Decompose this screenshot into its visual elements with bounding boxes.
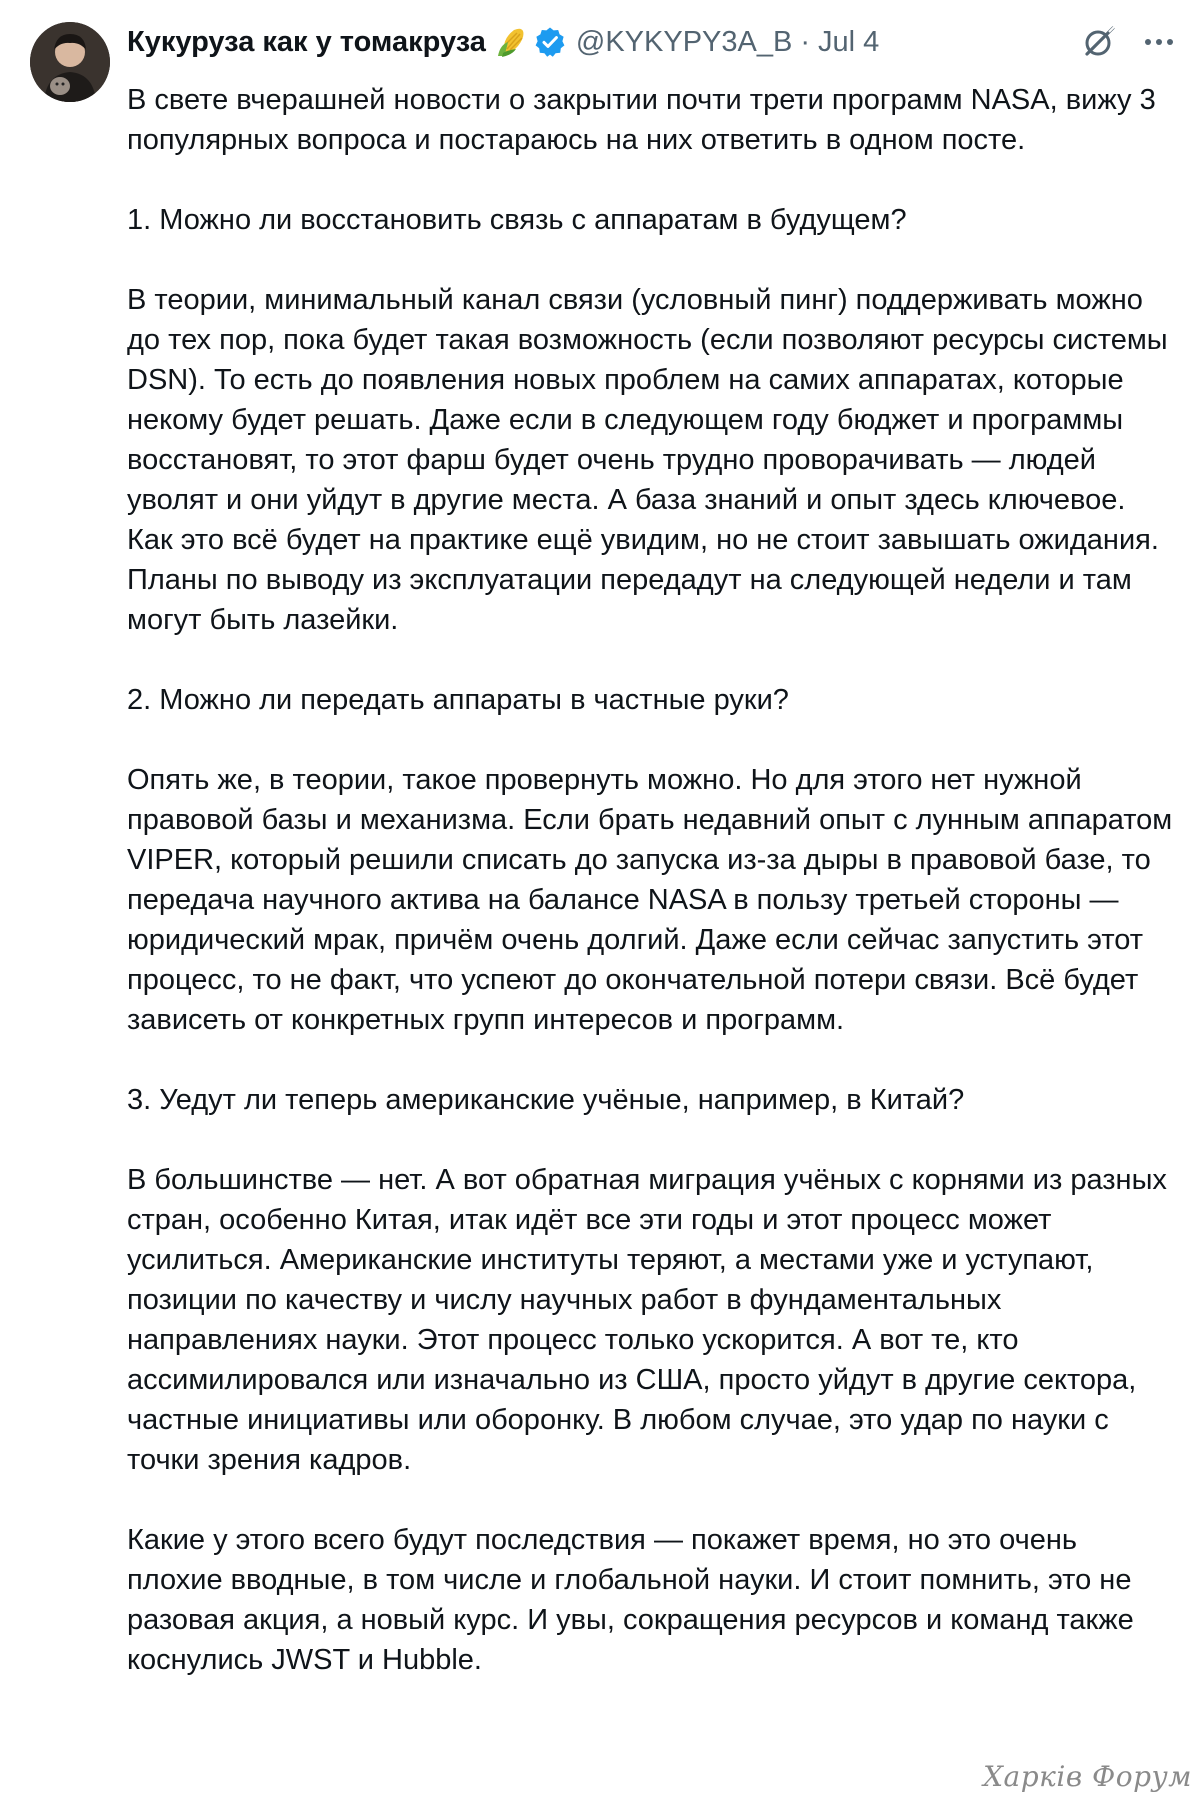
corn-emoji-icon — [494, 25, 528, 59]
paragraph-conclusion: Какие у этого всего будут последствия — покажет время, но это очень плохие вводные, в том числе и глобальной науки. И стоит помнить, это не разовая акция, а новый курс. И увы, сокращения ресурсов и команд также коснулись JWST и Hubble. — [127, 1524, 1134, 1676]
paragraph-intro: В свете вчерашней новости о закрытии почти трети программ NASA, вижу 3 популярных вопроса и постараюсь на них ответить в одном посте. — [127, 84, 1156, 156]
answer-1: В теории, минимальный канал связи (условный пинг) поддерживать можно до тех пор, пока будет такая возможность (если позволяют ресурсы системы DSN). То есть до появления новых проблем на самих аппаратах, которые некому будет решать. Даже если в следующем году бюджет и программы восстановят, то этот фарш будет очень трудно проворачивать — людей уволят и они уйдут в другие места. А база знаний и опыт здесь ключевое. Как это всё будет на практике ещё увидим, но не стоит завышать ожидания. Планы по выводу из эксплуатации передадут на следующей недели и там могут быть лазейки. — [127, 284, 1168, 636]
tweet-date[interactable]: Jul 4 — [818, 26, 880, 58]
verified-badge-icon[interactable] — [534, 26, 566, 58]
answer-3: В большинстве — нет. А вот обратная миграция учёных с корнями из разных стран, особенно Китая, итак идёт все эти годы и этот процесс может усилиться. Американские институты теряют, а местами уже и уступают, позиции по качеству и числу научных работ в фундаментальных направлениях науки. Этот процесс только ускорится. А вот те, кто ассимилировался или изначально из США, просто уйдут в другие сектора, частные инициативы или оборонку. В любом случае, это удар по науки с точки зрения кадров. — [127, 1164, 1167, 1476]
author-display-name[interactable]: Кукуруза как у томакруза — [127, 26, 486, 58]
question-1: 1. Можно ли восстановить связь с аппаратам в будущем? — [127, 204, 907, 236]
header-actions — [1079, 22, 1177, 62]
separator-dot: · — [800, 26, 811, 58]
answer-2: Опять же, в теории, такое провернуть можно. Но для этого нет нужной правовой базы и механизма. Если брать недавний опыт с лунным аппаратом VIPER, который решили списать до запуска из-за дыры в правовой базе, то передача научного актива на балансе NASA в пользу третьей стороны — юридический мрак, причём очень долгий. Даже если сейчас запустить этот процесс, то не факт, что успеют до окончательной потери связи. Всё будет зависеть от конкретных групп интересов и программ. — [127, 764, 1173, 1036]
author-handle[interactable]: @KYKYPY3A_B — [575, 26, 793, 58]
tweet-header — [127, 0, 1177, 84]
question-3: 3. Уедут ли теперь американские учёные, например, в Китай? — [127, 1084, 965, 1116]
tweet-content — [127, 0, 1177, 1680]
avatar[interactable] — [30, 22, 110, 102]
watermark: Харків Форум — [983, 1760, 1192, 1793]
grok-icon[interactable] — [1079, 22, 1119, 62]
avatar-icon — [30, 22, 110, 102]
more-horizontal-icon[interactable] — [1141, 24, 1177, 60]
question-2: 2. Можно ли передать аппараты в частные руки? — [127, 684, 789, 716]
tweet-body — [127, 80, 1177, 1680]
